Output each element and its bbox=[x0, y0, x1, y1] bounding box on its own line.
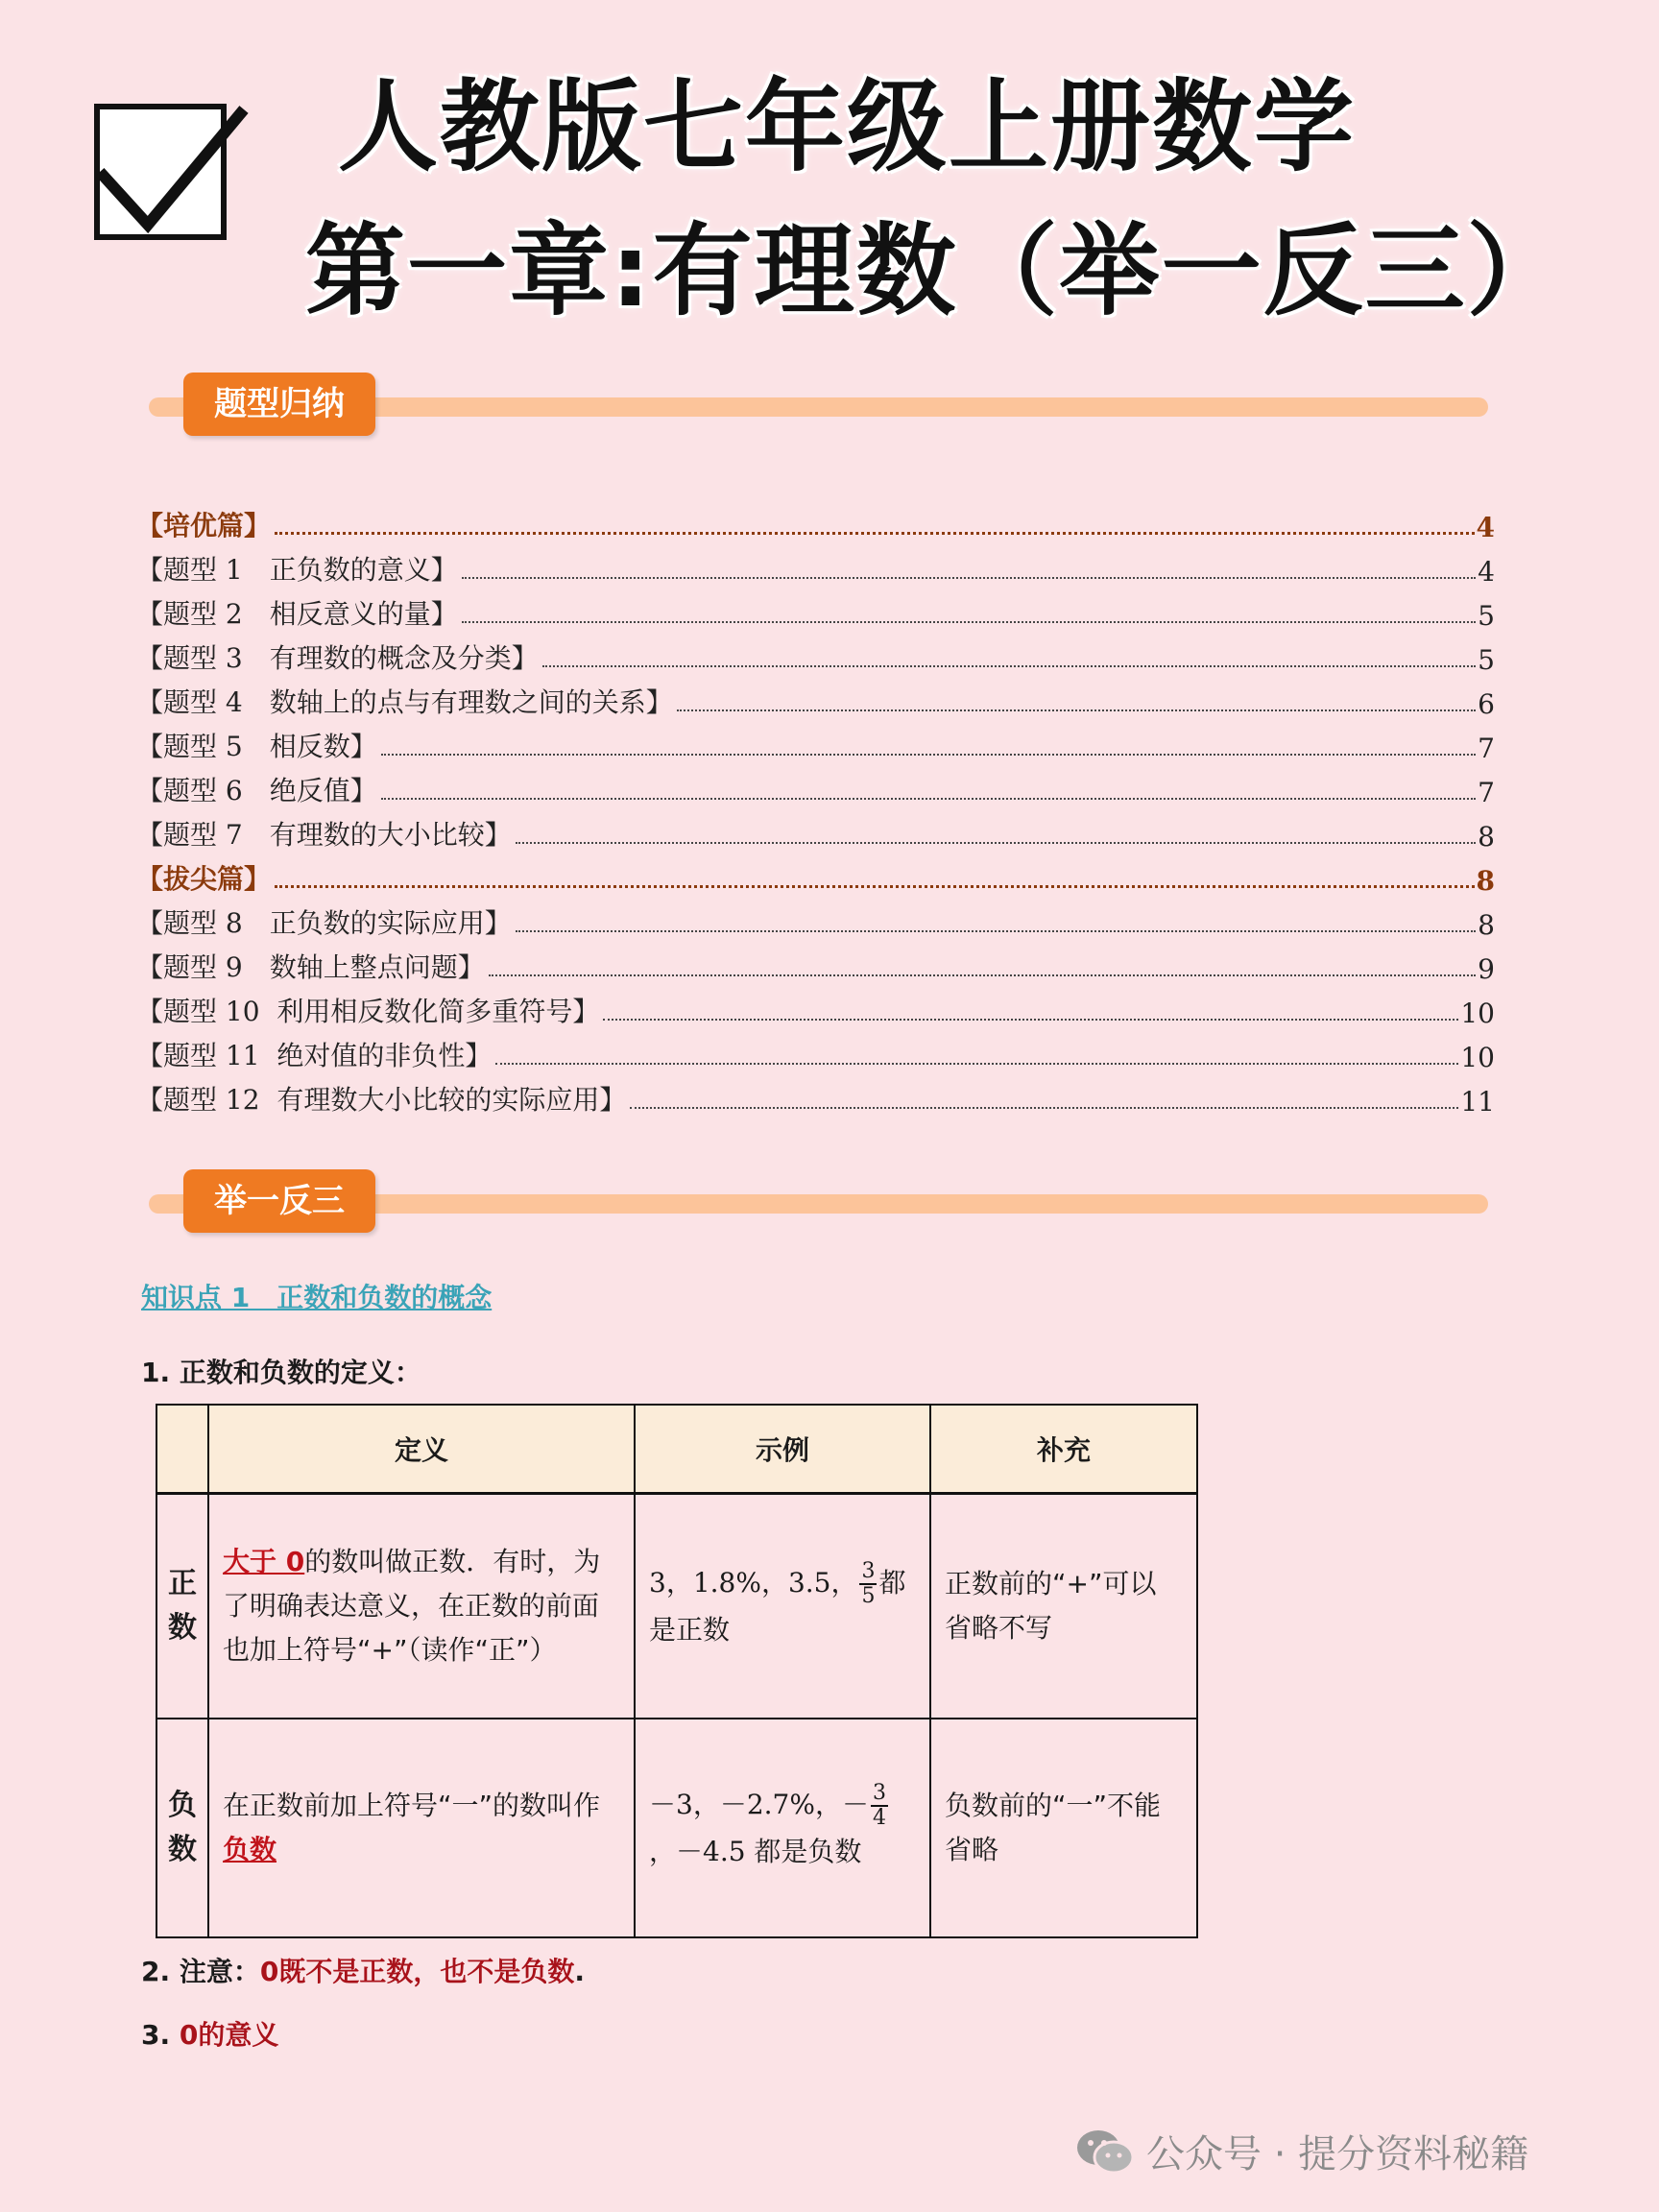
toc-row[interactable] bbox=[136, 676, 1495, 720]
toc-leader-dots bbox=[275, 884, 1475, 888]
row-label-negative bbox=[156, 1719, 208, 1937]
negative-example-pre: －3，－2.7%，－ bbox=[649, 1789, 869, 1820]
toc-leader-dots bbox=[516, 929, 1476, 932]
toc-leader-dots bbox=[516, 841, 1476, 844]
definition-table bbox=[156, 1404, 1198, 1938]
knowledge-point-title: 知识点 1 正数和负数的概念 bbox=[141, 1282, 493, 1313]
toc-row[interactable] bbox=[136, 632, 1495, 676]
toc-entry-text: 【题型 11 绝对值的非负性】 bbox=[136, 1040, 493, 1071]
toc-leader-dots bbox=[495, 1062, 1458, 1065]
toc-entry-text: 【题型 4 数轴上的点与有理数之间的关系】 bbox=[136, 686, 673, 718]
positive-def-highlight: 大于 0 bbox=[223, 1546, 305, 1577]
section-header-main bbox=[149, 1169, 1488, 1237]
toc-row[interactable] bbox=[136, 941, 1495, 985]
note-2-text: 0既不是正数，也不是负数 bbox=[259, 1956, 575, 1987]
toc-leader-dots bbox=[381, 753, 1476, 756]
section-header-toc bbox=[149, 373, 1488, 440]
note-3-prefix: 3. bbox=[141, 2019, 180, 2051]
toc-page-number: 8 bbox=[1478, 821, 1495, 853]
section-label: 举一反三 bbox=[183, 1169, 375, 1233]
toc-page-number: 11 bbox=[1460, 1086, 1495, 1118]
table-header-definition: 定义 bbox=[208, 1405, 635, 1494]
positive-example-pre: 3，1.8%，3.5， bbox=[649, 1567, 858, 1599]
negative-def-pre: 在正数前加上符号“一”的数叫作 bbox=[223, 1790, 601, 1821]
toc-page-number: 7 bbox=[1478, 733, 1495, 764]
fraction-denominator: 5 bbox=[861, 1584, 876, 1608]
negative-def-highlight: 负数 bbox=[223, 1834, 277, 1865]
toc-leader-dots bbox=[677, 709, 1476, 711]
toc-row[interactable] bbox=[136, 808, 1495, 853]
toc-entry-text: 【题型 12 有理数大小比较的实际应用】 bbox=[136, 1084, 627, 1116]
toc-page-number: 7 bbox=[1478, 777, 1495, 808]
fraction-numerator: 3 bbox=[872, 1781, 886, 1805]
toc-entry-text: 【题型 8 正负数的实际应用】 bbox=[136, 907, 512, 939]
table-header-empty bbox=[156, 1405, 208, 1494]
toc-row[interactable] bbox=[136, 720, 1495, 764]
watermark-text: 公众号 · 提分资料秘籍 bbox=[1146, 2132, 1529, 2176]
toc-entry-text: 【拔尖篇】 bbox=[136, 863, 272, 895]
toc-row[interactable] bbox=[136, 588, 1495, 632]
toc-row[interactable] bbox=[136, 543, 1495, 588]
negative-example-post: ，－4.5 都是负数 bbox=[649, 1836, 862, 1867]
toc-page-number: 9 bbox=[1478, 953, 1495, 985]
negative-example bbox=[635, 1719, 930, 1937]
fraction bbox=[871, 1782, 888, 1830]
row-label-positive bbox=[156, 1494, 208, 1719]
positive-example bbox=[635, 1494, 930, 1719]
toc-leader-dots bbox=[542, 664, 1476, 667]
title-line-1: 人教版七年级上册数学 bbox=[338, 68, 1357, 185]
toc-entry-text: 【题型 5 相反数】 bbox=[136, 731, 377, 762]
toc-entry-text: 【培优篇】 bbox=[136, 510, 272, 541]
toc-page-number: 5 bbox=[1478, 644, 1495, 676]
section-label: 题型归纳 bbox=[183, 373, 375, 436]
toc-page-number: 8 bbox=[1478, 909, 1495, 941]
toc-row[interactable] bbox=[136, 897, 1495, 941]
table-row-negative bbox=[156, 1719, 1197, 1937]
toc-entry-text: 【题型 2 相反意义的量】 bbox=[136, 598, 458, 630]
toc-leader-dots bbox=[489, 974, 1476, 976]
toc-entry-text: 【题型 6 绝反值】 bbox=[136, 775, 377, 806]
toc-page-number: 10 bbox=[1460, 1042, 1495, 1073]
row-label-text: 负数 bbox=[168, 1789, 197, 1866]
toc-page-number: 8 bbox=[1476, 865, 1495, 897]
toc-row[interactable] bbox=[136, 1073, 1495, 1118]
fraction-numerator: 3 bbox=[861, 1559, 876, 1583]
positive-definition bbox=[208, 1494, 635, 1719]
title-line-2: 第一章:有理数（举一反三） bbox=[305, 212, 1569, 329]
negative-definition bbox=[208, 1719, 635, 1937]
toc-entry-text: 【题型 1 正负数的意义】 bbox=[136, 554, 458, 586]
toc-row[interactable] bbox=[136, 1029, 1495, 1073]
row-label-text: 正数 bbox=[168, 1567, 197, 1645]
toc-page-number: 10 bbox=[1460, 998, 1495, 1029]
fraction-denominator: 4 bbox=[872, 1806, 886, 1830]
toc-page-number: 4 bbox=[1478, 556, 1495, 588]
watermark bbox=[1075, 2124, 1528, 2178]
toc-row[interactable] bbox=[136, 853, 1495, 897]
note-3-text: 0的意义 bbox=[179, 2019, 279, 2051]
positive-example-post: 都是正数 bbox=[649, 1567, 906, 1646]
toc-row[interactable] bbox=[136, 764, 1495, 808]
toc-entry-text: 【题型 9 数轴上整点问题】 bbox=[136, 951, 485, 983]
positive-def-rest: 的数叫做正数．有时，为了明确表达意义，在正数的前面也加上符号“+”（读作“正”） bbox=[223, 1546, 601, 1666]
table-row-positive bbox=[156, 1494, 1197, 1719]
positive-supplement: 正数前的“+”可以省略不写 bbox=[930, 1494, 1197, 1719]
toc-leader-dots bbox=[462, 620, 1476, 623]
toc-leader-dots bbox=[275, 531, 1475, 535]
note-3 bbox=[141, 2014, 278, 2053]
table-header-supplement: 补充 bbox=[930, 1405, 1197, 1494]
toc-row[interactable] bbox=[136, 499, 1495, 543]
toc-entry-text: 【题型 3 有理数的概念及分类】 bbox=[136, 642, 539, 674]
note-2-prefix: 2. 注意： bbox=[141, 1956, 260, 1987]
wechat-icon bbox=[1075, 2127, 1135, 2176]
negative-supplement: 负数前的“一”不能省略 bbox=[930, 1719, 1197, 1937]
toc-page-number: 4 bbox=[1476, 512, 1495, 543]
note-2 bbox=[141, 1951, 585, 1989]
toc-entry-text: 【题型 10 利用相反数化简多重符号】 bbox=[136, 996, 600, 1027]
fraction bbox=[859, 1560, 877, 1608]
toc-leader-dots bbox=[630, 1106, 1458, 1109]
table-of-contents bbox=[136, 499, 1495, 1118]
note-2-suffix: . bbox=[574, 1956, 585, 1987]
checkbox-icon bbox=[94, 104, 227, 240]
toc-page-number: 5 bbox=[1478, 600, 1495, 632]
item-1-heading: 1. 正数和负数的定义： bbox=[141, 1357, 421, 1388]
toc-leader-dots bbox=[462, 576, 1476, 579]
table-header-example: 示例 bbox=[635, 1405, 930, 1494]
toc-leader-dots bbox=[381, 797, 1476, 800]
toc-leader-dots bbox=[603, 1018, 1458, 1021]
toc-page-number: 6 bbox=[1478, 688, 1495, 720]
toc-entry-text: 【题型 7 有理数的大小比较】 bbox=[136, 819, 512, 851]
toc-row[interactable] bbox=[136, 985, 1495, 1029]
